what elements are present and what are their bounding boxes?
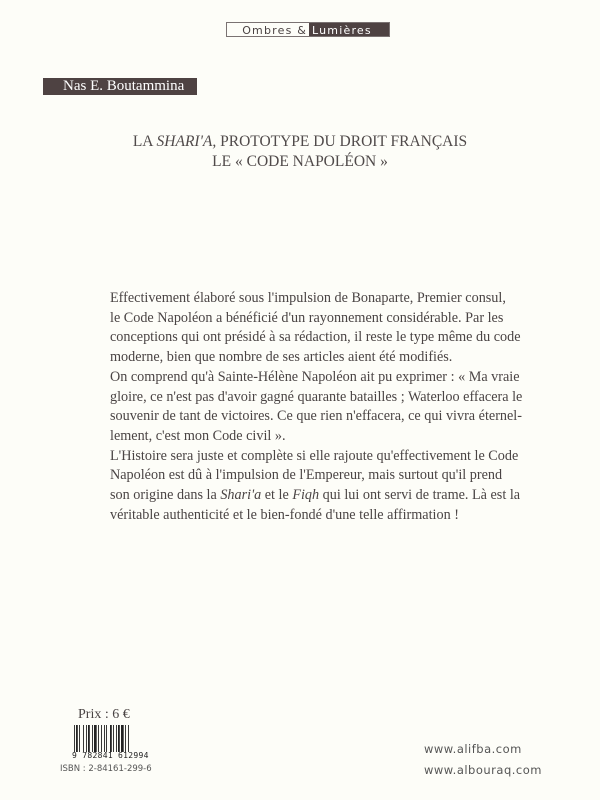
barcode-bar [125,725,126,752]
book-title-line2: LE « CODE NAPOLÉON » [212,153,388,170]
blurb [110,289,523,525]
title-suffix: PROTOTYPE DU DROIT FRANÇAIS [216,133,468,150]
blurb-line: véritable authenticité et le bien-fondé d'une telle affirmation ! [110,506,459,523]
barcode-bar [88,725,90,752]
barcode-bar [74,725,75,752]
title-prefix: LA [132,133,157,150]
barcode-bar [76,725,78,752]
blurb-line-italic [110,486,521,506]
text: et le [261,487,293,504]
barcode-bar [110,725,112,752]
barcode-bar [121,725,124,752]
barcode-bar [86,725,87,752]
price: Prix : 6 € [78,707,130,722]
barcode-bar [116,725,117,752]
text: qui lui ont servi de trame. Là est la [319,487,521,504]
blurb-line: lement, c'est mon Code civil ». [110,427,286,444]
italic-term: Fiqh [292,487,320,504]
author-name: Nas E. Boutammina [43,78,197,95]
publisher-url-1[interactable]: www.alifba.com [424,742,522,756]
series-name-left: Ombres & [227,23,309,36]
barcode-bar [94,725,97,752]
blurb-line: gloire, ce n'est pas d'avoir gagné quarante batailles ; Waterloo effacera le [110,388,523,405]
barcode-bar [83,725,84,752]
blurb-line: Napoléon est dû à l'impulsion de l'Empereur, mais surtout qu'il prend [110,467,503,484]
barcode-icon [74,725,148,752]
blurb-line: le Code Napoléon a bénéficié d'un rayonnement considérable. Par les [110,309,504,326]
barcode-bar [128,725,129,752]
barcode-bar [118,725,120,752]
blurb-line: L'Histoire sera juste et complète si elle rajoute qu'effectivement le Code [110,447,519,464]
isbn: ISBN : 2-84161-299-6 [60,764,152,774]
barcode-digits: 9 782841 612994 [72,751,149,760]
text: son origine dans la [110,487,221,504]
barcode-bar [92,725,93,752]
series-name-right: Lumières [309,23,389,36]
italic-term: Shari'a [220,487,262,504]
series-logo [226,22,390,37]
book-title-line1 [0,133,600,151]
barcode-bar [113,725,114,752]
blurb-line: souvenir de tant de victoires. Ce que rien n'effacera, ce qui vivra éternel- [110,408,522,425]
barcode-bar [98,725,99,752]
barcode-bar [101,725,102,752]
blurb-line: On comprend qu'à Sainte-Hélène Napoléon ait pu exprimer : « Ma vraie [110,368,520,385]
barcode-bar [79,725,80,752]
blurb-line: conceptions qui ont présidé à sa rédaction, il reste le type même du code [110,329,521,346]
title-italic: SHARI'A, [156,133,217,150]
barcode-bar [106,725,107,752]
blurb-line: moderne, bien que nombre de ses articles aient été modifiés. [110,349,453,366]
publisher-url-2[interactable]: www.albouraq.com [424,763,542,777]
blurb-line: Effectivement élaboré sous l'impulsion de Bonaparte, Premier consul, [110,290,506,306]
barcode-bar [104,725,105,752]
